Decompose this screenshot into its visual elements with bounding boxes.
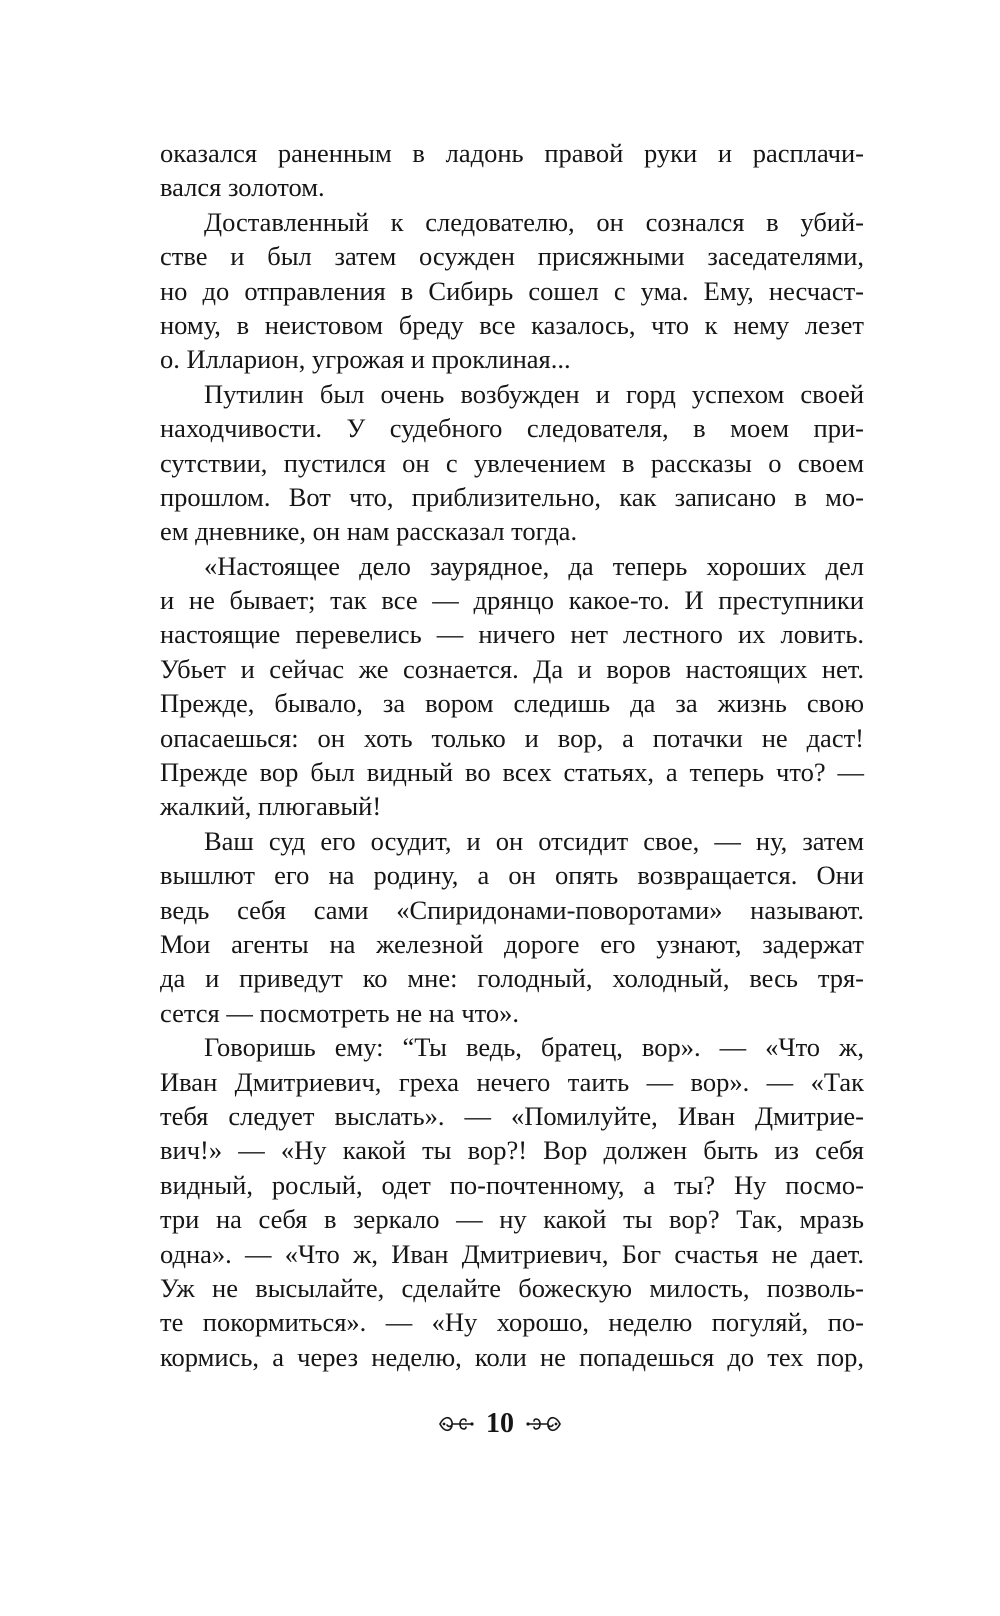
text-line: ному, в неистовом бреду все казалось, что к нему лезет [160,309,864,340]
text-line: «Настоящее дело заурядное, да теперь хороших дел [204,550,864,581]
text-line: кормись, а через неделю, коли не попадешься до тех пор, [160,1341,864,1372]
text-line: Доставленный к следователю, он сознался в убий- [204,206,864,237]
text-line: тебя следует выслать». — «Помилуйте, Иван Дмитрие- [160,1100,864,1131]
text-line: оказался раненным в ладонь правой руки и расплачи- [160,138,864,168]
text-line: Прежде вор был видный во всех статьях, а теперь что? — [160,757,864,788]
text-line: три на себя в зеркало — ну какой ты вор? Так, мразь [160,1204,864,1235]
text-line: вич!» — «Ну какой ты вор?! Вор должен быть из себя [160,1135,864,1166]
text-line: вался золотом. [160,172,325,203]
text-line: те покормиться». — «Ну хорошо, неделю погуляй, по- [160,1307,864,1338]
paragraph [160,549,864,824]
text-line: сутствии, пустился он с увлечением в рассказы о своем [160,447,864,478]
page-number: 10 [486,1408,514,1439]
paragraph [160,824,864,1030]
paragraph [160,1030,864,1374]
text-line: прошлом. Вот что, приблизительно, как записано в мо- [160,481,864,512]
paragraph [160,136,864,205]
text-line: ведь себя сами «Спиридонами-поворотами» называют. [160,894,864,925]
text-line: жалкий, плюгавый! [160,791,382,822]
text-line: Мои агенты на железной дороге его узнают, задержат [160,928,864,959]
text-line: одна». — «Что ж, Иван Дмитриевич, Бог счастья не дает. [160,1238,864,1269]
text-line: Говоришь ему: “Ты ведь, братец, вор». — «Что ж, [204,1032,864,1063]
page-footer [0,1402,1000,1446]
text-line: Путилин был очень возбужден и горд успехом своей [204,378,864,409]
text-line: опасаешься: он хоть только и вор, а потачки не даст! [160,722,864,753]
text-line: да и приведут ко мне: голодный, холодный, весь тря- [160,963,864,994]
text-line: Иван Дмитриевич, греха нечего таить — вор». — «Так [160,1066,864,1097]
text-line: Ваш суд его осудит, и он отсидит свое, — ну, затем [204,825,864,856]
text-line: настоящие перевелись — ничего нет лестного их ловить. [160,619,864,650]
text-line: ем дневнике, он нам рассказал тогда. [160,516,578,547]
page-body-text [160,136,864,1374]
paragraph [160,205,864,377]
text-line: находчивости. У судебного следователя, в моем при- [160,413,864,444]
text-line: Уж не высылайте, сделайте божескую милость, позволь- [160,1272,864,1303]
paragraph [160,377,864,549]
text-line: Убьет и сейчас же сознается. Да и воров настоящих нет. [160,653,864,684]
text-line: вышлют его на родину, а он опять возвращается. Они [160,860,864,891]
text-line: видный, рослый, одет по-почтенному, а ты? Ну посмо- [160,1169,864,1200]
floral-ornament-icon [526,1412,562,1436]
text-line: Прежде, бывало, за вором следишь да за жизнь свою [160,688,864,719]
text-line: сется — посмотреть не на что». [160,997,520,1028]
text-line: о. Илларион, угрожая и проклиная... [160,344,571,375]
text-line: и не бывает; так все — дрянцо какое-то. И преступники [160,585,864,616]
text-line: но до отправления в Сибирь сошел с ума. Ему, несчаст- [160,275,864,306]
text-line: стве и был затем осужден присяжными заседателями, [160,241,864,272]
floral-ornament-icon [438,1412,474,1436]
